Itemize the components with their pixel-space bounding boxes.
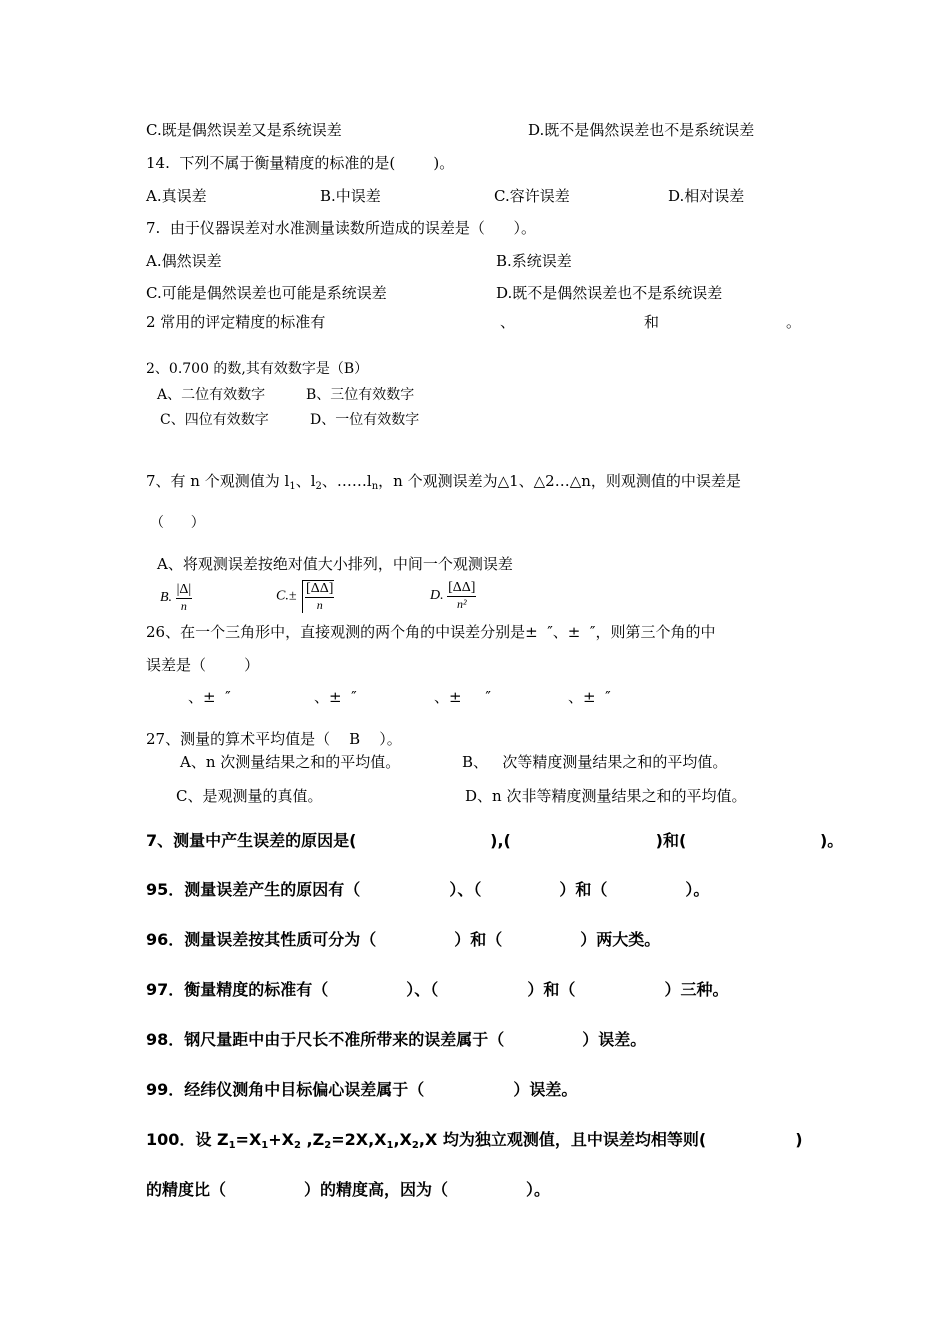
formula-b: B. $\frac{|\Delta|}{n}$ bbox=[160, 582, 192, 613]
conjunction: 和 bbox=[644, 313, 660, 331]
answer-blank: （ ） bbox=[150, 515, 205, 531]
option-b: B、三位有效数字 bbox=[306, 387, 415, 403]
option-b: B.中误差 bbox=[320, 187, 381, 205]
option-b: 、± ″ bbox=[314, 688, 357, 706]
option-d: D、n 次非等精度测量结果之和的平均值。 bbox=[465, 787, 747, 805]
option-c: C.容许误差 bbox=[494, 187, 570, 205]
question-96: 96．测量误差按其性质可分为（ ）和（ ）两大类。 bbox=[146, 930, 661, 949]
option-a: A、n 次测量结果之和的平均值。 bbox=[180, 753, 401, 771]
option-b: B.系统误差 bbox=[496, 252, 572, 270]
period-mark: 。 bbox=[786, 313, 802, 331]
option-c: 、± ″ bbox=[434, 688, 492, 706]
option-b: B、 次等精度测量结果之和的平均值。 bbox=[462, 753, 728, 771]
formula-d: D. $\frac{[\Delta\Delta]}{\text{n²}}$ bbox=[430, 580, 476, 611]
question-7-causes: 7、测量中产生误差的原因是( ),( )和( )。 bbox=[146, 831, 844, 850]
question-100: 100．设 $Z_1=X_1+X_2$ $,Z_2=2X,X_1,X_2,X$ 均为独立观测值，且中误差均相等则( ) bbox=[146, 1130, 803, 1151]
question-14: 14. 下列不属于衡量精度的标准的是( )。 bbox=[146, 154, 455, 172]
separator-mark: 、 bbox=[500, 313, 516, 331]
question-7-mean-error: 7、有 n 个观测值为 $l_1$、$l_2$、$\dots\dots l_n$，n 个观测误差为△1、△2…△n，则观测值的中误差是 bbox=[146, 472, 741, 492]
question-26: 26、在一个三角形中，直接观测的两个角的中误差分别是± ″、± ″，则第三个角的中 bbox=[146, 623, 716, 641]
question-26-cont: 误差是（ ） bbox=[146, 656, 260, 674]
option-a: A.真误差 bbox=[146, 187, 207, 205]
option-d: D.相对误差 bbox=[668, 187, 745, 205]
option-c: C.可能是偶然误差也可能是系统误差 bbox=[146, 284, 387, 302]
question-100-cont: 的精度比（ ）的精度高，因为（ ）。 bbox=[146, 1180, 550, 1199]
option-a: A.偶然误差 bbox=[146, 252, 222, 270]
option-d: D.既不是偶然误差也不是系统误差 bbox=[528, 121, 755, 139]
question-97: 97．衡量精度的标准有（ ）、（ ）和（ ）三种。 bbox=[146, 980, 729, 999]
option-d: D.既不是偶然误差也不是系统误差 bbox=[496, 284, 723, 302]
question-99: 99．经纬仪测角中目标偏心误差属于（ ）误差。 bbox=[146, 1080, 578, 1099]
question-2-sigfig: 2、0.700 的数,其有效数字是（B） bbox=[146, 361, 369, 377]
question-7: 7. 由于仪器误差对水准测量读数所造成的误差是（ ）。 bbox=[146, 219, 536, 237]
option-a: 、± ″ bbox=[188, 688, 231, 706]
option-c: C、四位有效数字 bbox=[160, 412, 269, 428]
option-a: A、二位有效数字 bbox=[157, 387, 266, 403]
option-a: A、将观测误差按绝对值大小排列，中间一个观测误差 bbox=[157, 555, 513, 573]
question-2-fill: 2 常用的评定精度的标准有 bbox=[146, 313, 326, 331]
question-27: 27、测量的算术平均值是（ B ）。 bbox=[146, 730, 402, 748]
formula-c: C.± $\frac{[\Delta\Delta]}{n}$ bbox=[276, 581, 334, 612]
question-95: 95．测量误差产生的原因有（ ）、（ ）和（ ）。 bbox=[146, 880, 710, 899]
option-d: D、一位有效数字 bbox=[310, 412, 420, 428]
question-98: 98．钢尺量距中由于尺长不准所带来的误差属于（ ）误差。 bbox=[146, 1030, 647, 1049]
option-c: C、是观测量的真值。 bbox=[176, 787, 323, 805]
option-d: 、± ″ bbox=[568, 688, 611, 706]
option-c: C.既是偶然误差又是系统误差 bbox=[146, 121, 342, 139]
